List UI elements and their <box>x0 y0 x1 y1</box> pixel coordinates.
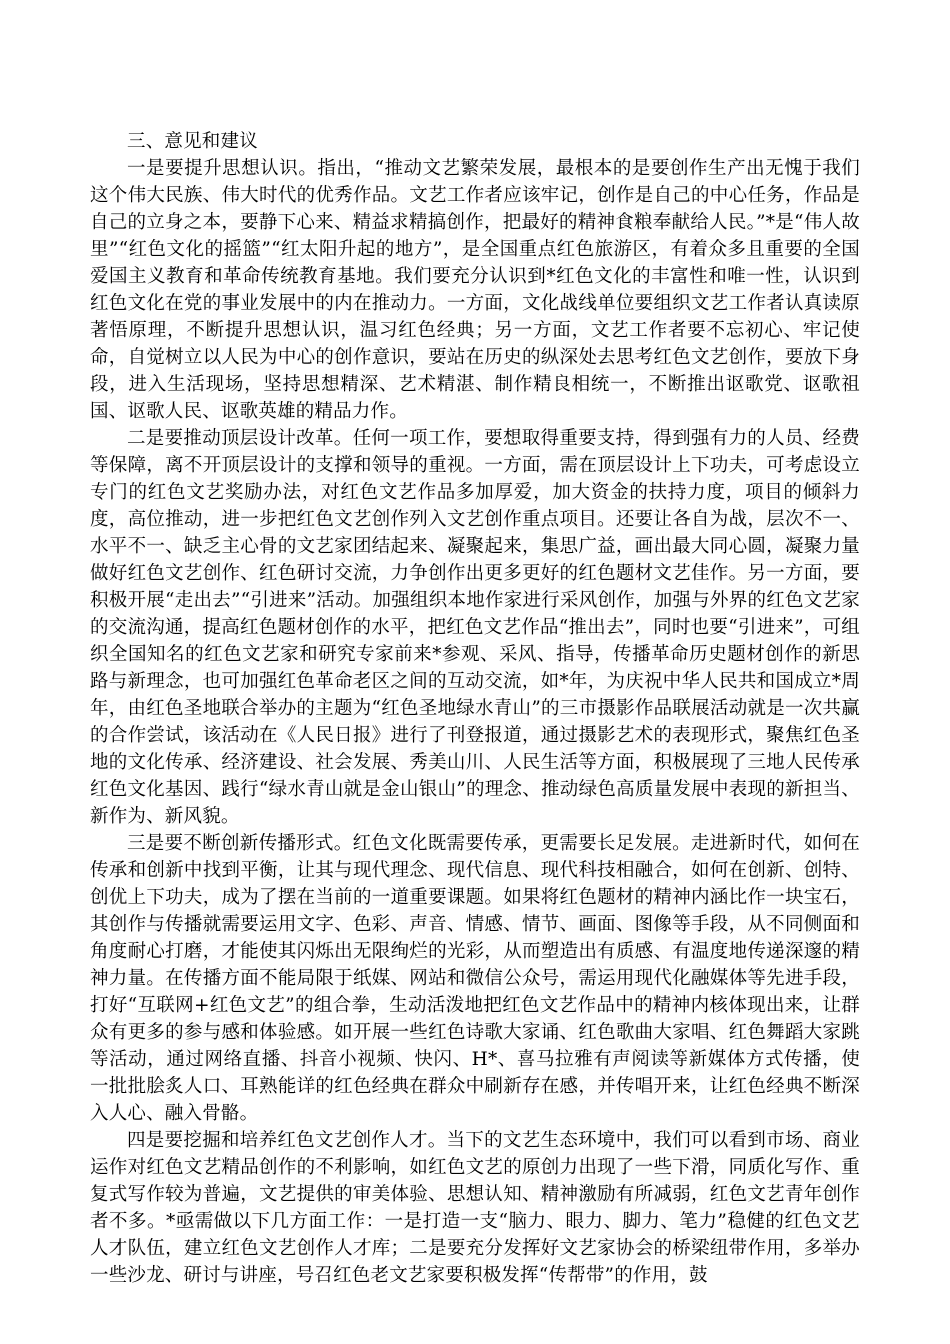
paragraph-3: 三是要不断创新传播形式。红色文化既需要传承，更需要长足发展。走进新时代，如何在传承和创新中找到平衡，让其与现代理念、现代信息、现代科技相融合，如何在创新、创特、创优上下功夫，成为了摆在当前的一道重要课题。如果将红色题材的精神内涵比作一块宝石，其创作与传播就需要运用文字、色彩、声音、情感、情节、画面、图像等手段，从不同侧面和角度耐心打磨，才能使其闪烁出无限绚烂的光彩，从而塑造出有质感、有温度地传递深邃的精神力量。在传播方面不能局限于纸媒、网站和微信公众号，需运用现代化融媒体等先进手段，打好“互联网+红色文艺”的组合拳，生动活泼地把红色文艺作品中的精神内核体现出来，让群众有更多的参与感和体验感。如开展一些红色诗歌大家诵、红色歌曲大家唱、红色舞蹈大家跳等活动，通过网络直播、抖音小视频、快闪、H*、喜马拉雅有声阅读等新媒体方式传播，使一批批脍炙人口、耳熟能详的红色经典在群众中刷新存在感，并传唱开来，让红色经典不断深入人心、融入骨骼。 <box>90 833 860 1124</box>
paragraph-1: 一是要提升思想认识。指出，“推动文艺繁荣发展，最根本的是要创作生产出无愧于我们这个伟大民族、伟大时代的优秀作品。文艺工作者应该牢记，创作是自己的中心任务，作品是自己的立身之本，要静下心来、精益求精搞创作，把最好的精神食粮奉献给人民。”*是“伟人故里”“红色文化的摇篮”“红太阳升起的地方”，是全国重点红色旅游区，有着众多且重要的全国爱国主义教育和革命传统教育基地。我们要充分认识到*红色文化的丰富性和唯一性，认识到红色文化在党的事业发展中的内在推动力。一方面，文化战线单位要组织文艺工作者认真读原著悟原理，不断提升思想认识，温习红色经典；另一方面，文艺工作者要不忘初心、牢记使命，自觉树立以人民为中心的创作意识，要站在历史的纵深处去思考红色文艺创作，要放下身段，进入生活现场，坚持思想精深、艺术精湛、制作精良相统一，不断推出讴歌党、讴歌祖国、讴歌人民、讴歌英雄的精品力作。 <box>90 158 860 422</box>
paragraph-4: 四是要挖掘和培养红色文艺创作人才。当下的文艺生态环境中，我们可以看到市场、商业运作对红色文艺精品创作的不利影响，如红色文艺的原创力出现了一些下滑，同质化写作、重复式写作较为普遍，文艺提供的审美体验、思想认知、精神激励有所减弱，红色文艺青年创作者不多。*亟需做以下几方面工作：一是打造一支“脑力、眼力、脚力、笔力”稳健的红色文艺人才队伍，建立红色文艺创作人才库；二是要充分发挥好文艺家协会的桥梁纽带作用，多举办一些沙龙、研讨与讲座，号召红色老文艺家要积极发挥“传帮带”的作用，鼓 <box>90 1130 860 1286</box>
paragraph-2: 二是要推动顶层设计改革。任何一项工作，要想取得重要支持，得到强有力的人员、经费等保障，离不开顶层设计的支撑和领导的重视。一方面，需在顶层设计上下功夫，可考虑设立专门的红色文艺奖励办法，对红色文艺作品多加厚爱，加大资金的扶持力度，项目的倾斜力度，高位推动，进一步把红色文艺创作列入文艺创作重点项目。还要让各自为战，层次不一、水平不一、缺乏主心骨的文艺家团结起来、凝聚起来，集思广益，画出最大同心圆，凝聚力量做好红色文艺创作、红色研讨交流，力争创作出更多更好的红色题材文艺佳作。另一方面，要积极开展“走出去”“引进来”活动。加强组织本地作家进行采风创作，加强与外界的红色文艺家的交流沟通，提高红色题材创作的水平，把红色文艺作品“推出去”，同时也要“引进来”，可组织全国知名的红色文艺家和研究专家前来*参观、采风、指导，传播革命历史题材创作的新思路与新理念，也可加强红色革命老区之间的互动交流，如*年，为庆祝中华人民共和国成立*周年，由红色圣地联合举办的主题为“红色圣地绿水青山”的三市摄影作品联展活动就是一次共赢的合作尝试，该活动在《人民日报》进行了刊登报道，通过摄影艺术的表现形式，聚焦红色圣地的文化传承、经济建设、社会发展、秀美山川、人民生活等方面，积极展现了三地人民传承红色文化基因、践行“绿水青山就是金山银山”的理念、推动绿色高质量发展中表现的新担当、新作为、新风貌。 <box>90 428 860 827</box>
document-page <box>90 128 860 1289</box>
section-heading: 三、意见和建议 <box>127 131 258 152</box>
